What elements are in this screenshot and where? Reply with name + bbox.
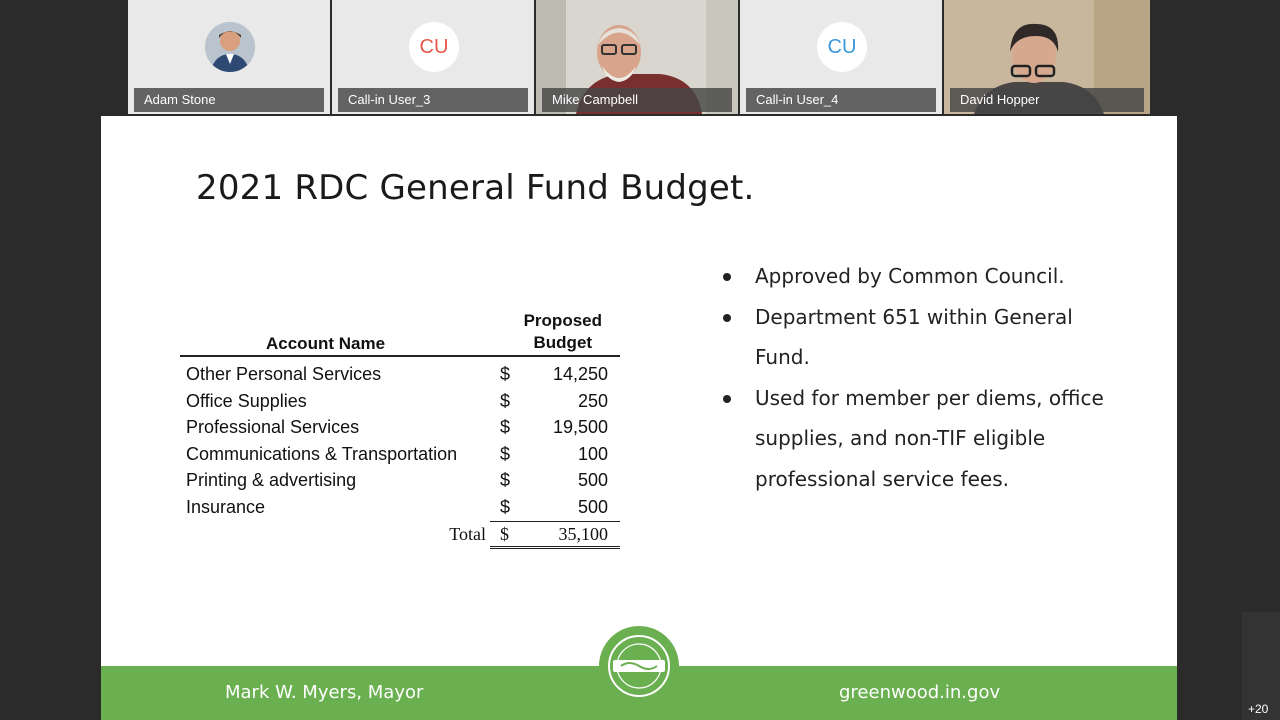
- table-row: [180, 388, 620, 415]
- currency-symbol: $: [500, 390, 511, 411]
- amount: 100: [577, 443, 608, 464]
- participant-tile-adam-stone[interactable]: [128, 0, 330, 114]
- account-name: Printing & advertising: [186, 470, 357, 490]
- participant-name: Call-in User_4: [746, 88, 936, 112]
- header-account-name: Account Name: [266, 334, 386, 353]
- bullet-text: Department 651 within General Fund.: [755, 304, 1073, 369]
- currency-symbol: $: [500, 524, 509, 544]
- avatar-initials: CU: [817, 22, 867, 72]
- currency-symbol: $: [500, 364, 511, 384]
- account-name: Insurance: [186, 496, 266, 517]
- header-budget-line2: Budget: [533, 333, 593, 352]
- avatar-initials: CU: [409, 22, 459, 72]
- total-box: [490, 521, 620, 549]
- bullet-icon: [723, 395, 731, 403]
- table-row: [180, 467, 620, 494]
- amount: 250: [577, 390, 608, 411]
- table-row: [180, 494, 620, 521]
- participant-tile-call-in-user-4[interactable]: [740, 0, 942, 114]
- participant-name: Mike Campbell: [542, 88, 732, 112]
- avatar: [205, 22, 255, 72]
- footer-mayor: Mark W. Myers, Mayor: [225, 682, 424, 703]
- list-item: [719, 297, 1119, 378]
- participant-tile-david-hopper[interactable]: [944, 0, 1150, 114]
- account-name: Office Supplies: [186, 390, 307, 411]
- participant-strip: [128, 0, 1150, 114]
- list-item: [719, 256, 1119, 297]
- participant-name: Call-in User_3: [338, 88, 528, 112]
- more-participants-count: +20: [1248, 702, 1269, 716]
- currency-symbol: $: [500, 496, 511, 517]
- table-total-row: [180, 520, 620, 550]
- slide-title: 2021 RDC General Fund Budget.: [196, 168, 755, 208]
- total-label: Total: [449, 524, 486, 544]
- city-seal-icon: [599, 626, 679, 706]
- header-proposed-budget: [524, 310, 602, 354]
- amount: 500: [577, 470, 608, 490]
- currency-symbol: $: [500, 417, 511, 437]
- header-budget-line1: Proposed: [523, 311, 602, 330]
- bullet-icon: [723, 273, 731, 281]
- participant-name: Adam Stone: [134, 88, 324, 112]
- footer-website: greenwood.in.gov: [839, 682, 1001, 703]
- table-row: [180, 361, 620, 388]
- account-name: Other Personal Services: [186, 364, 382, 384]
- bullet-text: Approved by Common Council.: [755, 264, 1065, 288]
- more-participants-badge[interactable]: [1242, 612, 1280, 720]
- currency-symbol: $: [500, 443, 511, 464]
- amount: 19,500: [552, 417, 608, 437]
- participant-name: David Hopper: [950, 88, 1144, 112]
- participant-tile-mike-campbell[interactable]: [536, 0, 738, 114]
- budget-table: [180, 311, 620, 550]
- bullet-list: [719, 256, 1119, 499]
- table-row: [180, 441, 620, 468]
- list-item: [719, 378, 1119, 500]
- amount: 14,250: [552, 364, 608, 384]
- participant-tile-call-in-user-3[interactable]: [332, 0, 534, 114]
- account-name: Communications & Transportation: [186, 443, 458, 464]
- bullet-text: Used for member per diems, office supplies, and non-TIF eligible professional service fees.: [755, 385, 1104, 491]
- account-name: Professional Services: [186, 417, 360, 437]
- table-row: [180, 414, 620, 441]
- currency-symbol: $: [500, 470, 511, 490]
- bullet-icon: [723, 314, 731, 322]
- shared-slide: [101, 116, 1177, 720]
- amount: 500: [577, 496, 608, 517]
- budget-table-header: [180, 311, 620, 357]
- total-amount: 35,100: [558, 524, 608, 544]
